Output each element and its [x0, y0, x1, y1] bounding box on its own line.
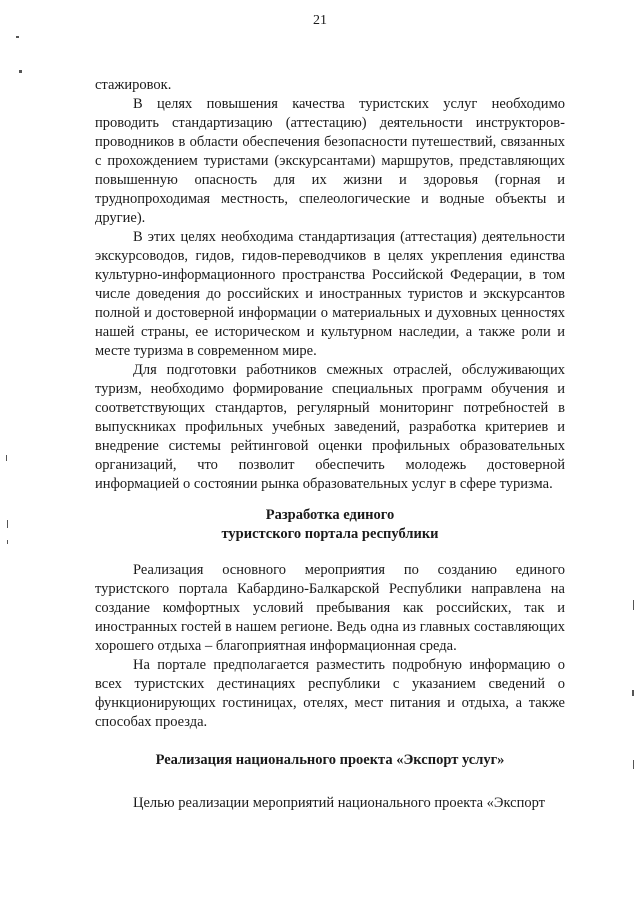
paragraph-portal-purpose: Реализация основного мероприятия по созданию единого туристского портала Кабардино-Балкарской Республики направлена на создание комфортных условий пребывания как российских, так и иностранных гостей в нашем регионе. Ведь одна из главных составляющих хорошего отдыха – благоприятная информационная среда. [95, 562, 565, 654]
heading-portal [95, 506, 565, 544]
paragraph-training: Для подготовки работников смежных отраслей, обслуживающих туризм, необходимо формирование специальных программ обучения и соответствующих стандартов, регулярный мониторинг потребностей в выпускниках профильных учебных заведений, разработка критериев и внедрение системы рейтинговой оценки профильных образовательных организаций, что позволит обеспечить молодежь достоверной информацией о состоянии рынка образовательных услуг в сфере туризма. [95, 362, 565, 492]
scan-speck [7, 520, 8, 528]
scan-speck [633, 600, 634, 610]
scan-speck [633, 760, 634, 769]
scan-speck [632, 690, 634, 696]
body-section-2 [95, 561, 565, 732]
paragraph-instructors: В целях повышения качества туристских услуг необходимо проводить стандартизацию (аттестацию) деятельности инструкторов-проводников в области обеспечения безопасности путешествий, связанных с прохождением туристами (экскурсантами) маршрутов, представляющих повышенную опасность для их жизни и здоровья (горная и труднопроходимая местность, спелеологические и водные объекты и другие). [95, 96, 565, 226]
paragraph-continuation: стажировок. [95, 77, 172, 93]
heading-portal-line1: Разработка единого [265, 507, 395, 523]
scan-speck [7, 540, 8, 544]
body-section-3 [95, 794, 565, 813]
page-number: 21 [313, 13, 327, 28]
scan-speck [19, 70, 22, 73]
heading-export: Реализация национального проекта «Экспорт услуг» [155, 752, 505, 768]
body-section-1 [95, 76, 565, 494]
paragraph-guides: В этих целях необходима стандартизация (аттестация) деятельности экскурсоводов, гидов, гидов-переводчиков в целях укрепления единства культурно-информационного пространства Российской Федерации, в том числе доведения до российских и иностранных туристов и экскурсантов полной и достоверной информации о материальных и духовных ценностях нашей страны, ее историческом и культурном наследии, а также роли и месте туризма в современном мире. [95, 229, 565, 359]
heading-portal-line2: туристского портала республики [221, 526, 439, 542]
scan-speck [16, 36, 19, 38]
paragraph-portal-content: На портале предполагается разместить подробную информацию о всех туристских дестинациях республики с указанием сведений о функционирующих гостиницах, отелях, мест питания и отдыха, а также способах проезда. [95, 657, 565, 730]
paragraph-export-goal: Целью реализации мероприятий национального проекта «Экспорт [133, 795, 545, 811]
scan-speck [6, 455, 7, 461]
